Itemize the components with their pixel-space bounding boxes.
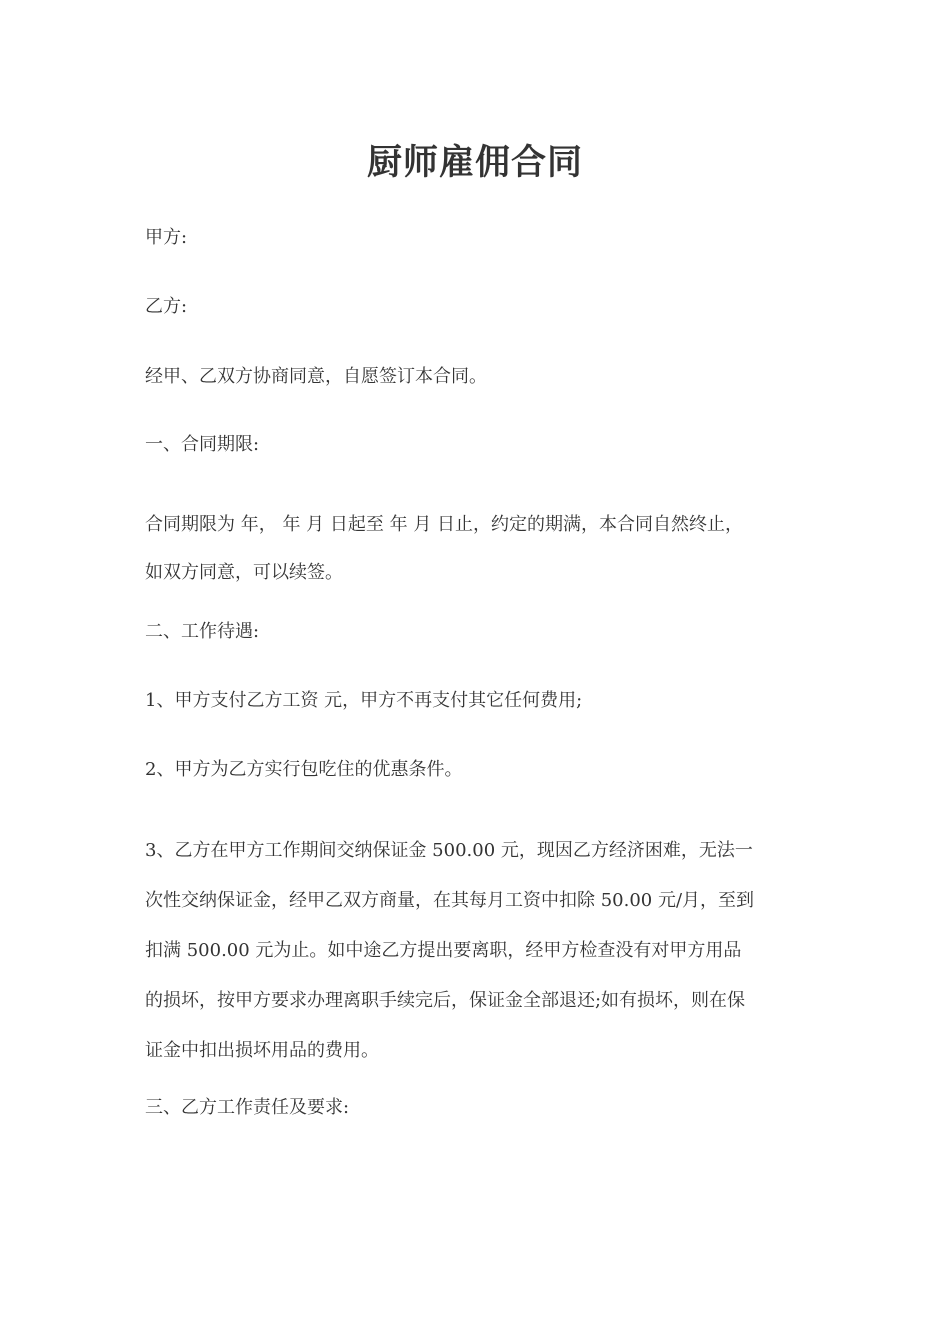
paragraph-line: 扣满 500.00 元为止。如中途乙方提出要离职，经甲方检查没有对甲方用品	[145, 940, 742, 961]
section-heading-benefits: 二、工作待遇:	[145, 621, 260, 642]
party-a-line: 甲方:	[145, 227, 188, 248]
benefit-item-3	[145, 826, 810, 1076]
benefit-item-2: 2、甲方为乙方实行包吃住的优惠条件。	[145, 759, 463, 780]
section-term-body	[145, 501, 810, 597]
paragraph-line: 次性交纳保证金，经甲乙双方商量，在其每月工资中扣除 50.00 元/月，至到	[145, 890, 755, 911]
paragraph-line: 如双方同意，可以续签。	[145, 562, 343, 583]
document-title: 厨师雇佣合同	[366, 142, 583, 183]
section-heading-term: 一、合同期限:	[145, 434, 260, 455]
section-heading-duties: 三、乙方工作责任及要求:	[145, 1097, 350, 1118]
paragraph-line: 的损坏，按甲方要求办理离职手续完后，保证金全部退还;如有损坏，则在保	[145, 990, 746, 1011]
paragraph-line: 3、乙方在甲方工作期间交纳保证金 500.00 元，现因乙方经济困难，无法一	[145, 840, 753, 861]
party-b-line: 乙方:	[145, 296, 188, 317]
paragraph-line: 合同期限为 年， 年 月 日起至 年 月 日止，约定的期满，本合同自然终止，	[145, 514, 744, 535]
paragraph-line: 证金中扣出损坏用品的费用。	[145, 1040, 379, 1061]
benefit-item-1: 1、甲方支付乙方工资 元，甲方不再支付其它任何费用;	[145, 690, 583, 711]
intro-paragraph: 经甲、乙双方协商同意，自愿签订本合同。	[145, 366, 487, 387]
